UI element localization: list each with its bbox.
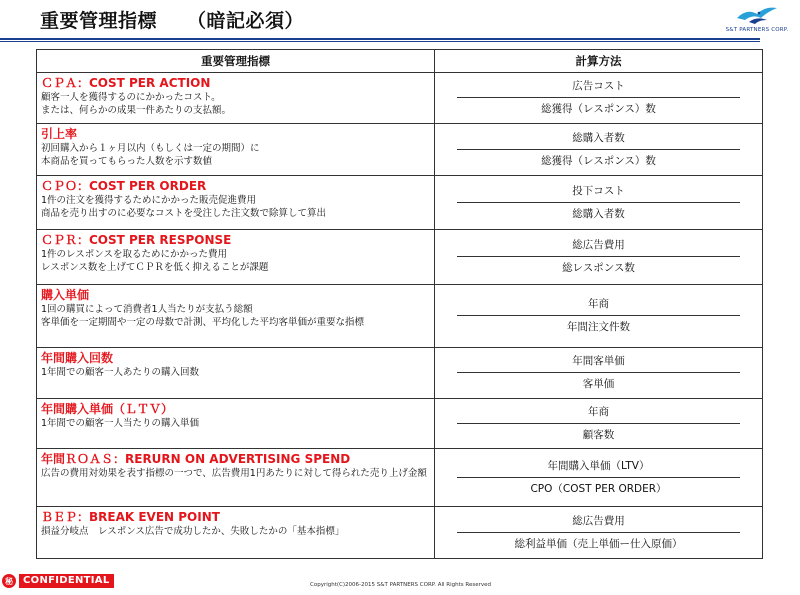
formula-denominator: 総レスポンス数: [562, 262, 635, 274]
formula-denominator: 顧客数: [582, 428, 615, 441]
confidential-seal-icon: 秘: [2, 574, 16, 588]
header-metric: 重要管理指標: [37, 50, 435, 73]
formula-cell: [435, 348, 763, 399]
metric-desc: 客単価を一定期間や一定の母数で計測、平均化した平均客単価が重要な指標: [41, 317, 365, 328]
table-row: [37, 399, 763, 449]
logo-text: S&T PARTNERS CORP.: [725, 27, 789, 33]
formula-denominator: 総獲得（レスポンス）数: [541, 154, 656, 167]
metric-cell: [37, 73, 435, 124]
confidential-label: CONFIDENTIAL: [19, 574, 114, 588]
metric-desc: 顧客一人を獲得するのにかかったコスト。: [41, 92, 221, 103]
table-row: [37, 73, 763, 124]
metric-cell: [37, 230, 435, 285]
metric-desc: 1件の注文を獲得するためにかかった販売促進費用: [41, 195, 257, 206]
formula-numerator: 総広告費用: [457, 239, 740, 257]
metric-desc: 初回購入から１ヶ月以内（もしくは一定の期間）に: [41, 143, 260, 154]
metric-desc: 損益分岐点 レスポンス広告で成功したか、失敗したかの「基本指標」: [41, 526, 345, 537]
metric-desc: レスポンス数を上げてＣＰＲを低く抑えることが課題: [41, 262, 269, 273]
formula-numerator: 年商: [457, 406, 740, 424]
metric-name: 年間購入回数: [41, 351, 114, 365]
formula-numerator: 年間購入単価（LTV）: [457, 460, 740, 478]
page-title: [40, 6, 304, 33]
header-method: 計算方法: [435, 50, 763, 73]
formula-cell: [435, 124, 763, 176]
metric-desc: 1年間での顧客一人当たりの購入単価: [41, 418, 200, 429]
metric-cell: [37, 124, 435, 176]
metric-desc: 1年間での顧客一人あたりの購入回数: [41, 367, 200, 378]
metric-cell: [37, 176, 435, 230]
metric-name: 年間購入単価（ＬＴＶ）: [41, 402, 174, 416]
formula-numerator: 総広告費用: [457, 515, 740, 533]
table-row: [37, 230, 763, 285]
metric-desc: 1回の購買によって消費者1人当たりが支払う総額: [41, 304, 253, 315]
metric-name: 購入単価: [41, 288, 90, 302]
formula-numerator: 総購入者数: [457, 132, 740, 150]
formula-cell: [435, 73, 763, 124]
company-logo: [722, 4, 792, 33]
formula-cell: [435, 399, 763, 449]
formula-numerator: 投下コスト: [457, 185, 740, 203]
metric-cell: [37, 348, 435, 399]
formula-denominator: 総利益単価（売上単価ー仕入原価）: [514, 537, 683, 550]
formula-cell: [435, 230, 763, 285]
title-subtitle: （暗記必須）: [187, 10, 305, 32]
table-header-row: [37, 50, 763, 73]
metric-cell: [37, 285, 435, 348]
formula-denominator: 客単価: [582, 378, 615, 390]
formula-cell: [435, 176, 763, 230]
formula-denominator: 総購入者数: [572, 207, 625, 220]
confidential-badge: [2, 574, 130, 588]
metric-desc: 商品を売り出すのに必要なコストを受注した注文数で除算して算出: [41, 208, 327, 219]
metric-name: ＣＰＡ：COST PER ACTION: [41, 76, 211, 90]
title-main: 重要管理指標: [40, 10, 158, 32]
table-row: [37, 285, 763, 348]
metric-desc: または、何らかの成果一件あたりの支払額。: [41, 105, 232, 116]
formula-denominator: 総獲得（レスポンス）数: [541, 103, 656, 115]
formula-cell: [435, 449, 763, 507]
table-row: [37, 507, 763, 559]
formula-denominator: 年間注文件数: [567, 321, 630, 333]
table-row: [37, 176, 763, 230]
table-row: [37, 449, 763, 507]
formula-denominator: CPO（COST PER ORDER）: [530, 482, 667, 495]
kpi-table: [36, 49, 763, 559]
metric-desc: 本商品を買ってもらった人数を示す数値: [41, 156, 213, 167]
metric-desc: 1件のレスポンスを取るためにかかった費用: [41, 249, 227, 260]
metric-cell: [37, 399, 435, 449]
metric-name: ＢＥＰ：BREAK EVEN POINT: [41, 510, 220, 524]
title-underline-thin: [0, 41, 760, 42]
title-underline: [0, 38, 760, 40]
metric-name: ＣＰＯ：COST PER ORDER: [41, 179, 207, 193]
metric-desc: 広告の費用対効果を表す指標の一つで、広告費用1円あたりに対して得られた売り上げ金額: [41, 468, 427, 479]
metric-name: ＣＰＲ：COST PER RESPONSE: [41, 233, 232, 247]
table-row: [37, 124, 763, 176]
formula-numerator: 年間客単価: [457, 355, 740, 373]
copyright-notice: Copyright(C)2006-2015 S&T PARTNERS CORP. All Rights Reserved: [310, 582, 491, 588]
formula-numerator: 年商: [457, 298, 740, 316]
formula-numerator: 広告コスト: [457, 80, 740, 98]
metric-name: 引上率: [41, 127, 78, 141]
formula-cell: [435, 507, 763, 559]
metric-cell: [37, 449, 435, 507]
bird-logo-icon: [735, 4, 779, 26]
metric-name: 年間ＲＯＡＳ：RERURN ON ADVERTISING SPEND: [41, 452, 351, 466]
table-row: [37, 348, 763, 399]
formula-cell: [435, 285, 763, 348]
metric-cell: [37, 507, 435, 559]
